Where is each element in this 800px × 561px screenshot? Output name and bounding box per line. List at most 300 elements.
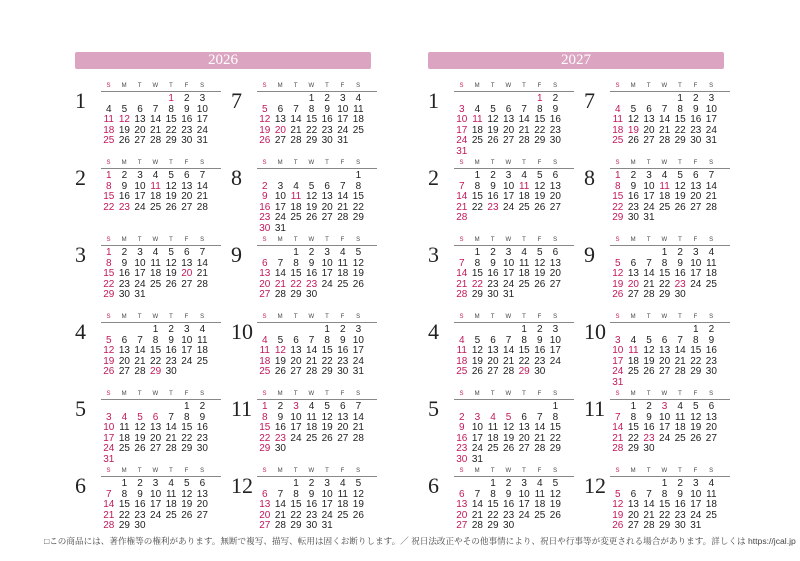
date: 14: [196, 180, 208, 192]
day-grid: [610, 466, 730, 532]
date: 20: [643, 124, 655, 136]
date: 22: [627, 432, 639, 444]
date: 14: [674, 345, 686, 357]
date: 20: [705, 422, 717, 434]
holiday-date: 13: [456, 499, 468, 511]
date: 1: [474, 247, 481, 258]
date: 1: [324, 324, 330, 335]
date: 5: [355, 247, 362, 258]
date: 11: [119, 422, 130, 434]
date: 9: [536, 334, 543, 346]
date: 26: [549, 509, 561, 521]
day-cells: [101, 248, 221, 301]
date: 28: [150, 135, 162, 147]
date: 5: [183, 478, 190, 489]
month-number: 7: [584, 88, 595, 113]
date: 27: [134, 135, 146, 147]
date: 19: [274, 355, 286, 367]
date: 1: [293, 478, 299, 489]
date: 16: [487, 268, 499, 280]
date: 15: [181, 422, 193, 434]
weekday-label: F: [184, 314, 189, 320]
date: 4: [708, 478, 715, 489]
date: 3: [137, 170, 143, 181]
weekday-label: T: [325, 468, 330, 474]
holiday-date: 29: [518, 366, 530, 378]
weekday-label: T: [522, 160, 527, 166]
date: 26: [627, 135, 639, 147]
date: 12: [503, 422, 515, 434]
date: 15: [306, 114, 318, 126]
weekday-label: S: [106, 468, 112, 474]
date: 13: [337, 411, 349, 423]
date: 23: [503, 509, 515, 521]
date: 14: [503, 345, 515, 357]
holiday-date: 17: [456, 124, 468, 136]
date: 8: [152, 334, 159, 346]
date: 2: [552, 93, 559, 104]
weekday-label: S: [553, 468, 558, 474]
empty-cell: [485, 402, 501, 413]
holiday-date: 15: [612, 191, 624, 203]
weekday-label: F: [693, 237, 698, 243]
date: 21: [352, 422, 364, 434]
date: 29: [659, 520, 671, 532]
month-block: [428, 389, 574, 465]
date: 21: [643, 278, 655, 290]
empty-cell: [273, 325, 289, 336]
empty-cell: [516, 402, 532, 413]
holiday-date: 7: [106, 488, 112, 500]
date: 27: [503, 135, 515, 147]
weekday-label: M: [277, 468, 284, 474]
holiday-date: 27: [259, 520, 271, 532]
date: 28: [274, 520, 286, 532]
date: 2: [708, 324, 715, 335]
holiday-date: 18: [612, 124, 624, 136]
weekday-label: S: [200, 314, 205, 320]
weekday-label: S: [262, 160, 268, 166]
date: 8: [183, 411, 190, 423]
holiday-date: 24: [612, 366, 624, 378]
weekday-header: [454, 158, 574, 169]
date: 7: [199, 170, 206, 181]
date: 15: [659, 499, 671, 511]
weekday-label: F: [340, 160, 345, 166]
holiday-date: 4: [121, 411, 128, 423]
date: 21: [705, 191, 717, 203]
date: 28: [196, 278, 208, 290]
day-cells: [610, 402, 730, 455]
month-number: 8: [584, 165, 595, 190]
empty-cell: [148, 402, 164, 413]
holiday-date: 11: [612, 114, 623, 126]
date: 15: [518, 345, 530, 357]
date: 2: [308, 247, 315, 258]
date: 12: [134, 422, 146, 434]
empty-cell: [641, 94, 657, 105]
date: 30: [674, 289, 686, 301]
date: 7: [137, 334, 143, 346]
date: 8: [474, 257, 481, 269]
holiday-date: 8: [615, 180, 621, 192]
date: 8: [168, 103, 174, 115]
date: 8: [677, 103, 683, 115]
holiday-date: 11: [259, 345, 270, 357]
date: 22: [352, 201, 364, 213]
date: 12: [352, 257, 364, 269]
weekday-label: T: [678, 314, 683, 320]
day-grid: [257, 235, 377, 301]
date: 1: [521, 324, 527, 335]
holiday-date: 30: [259, 222, 271, 234]
month-block: [428, 81, 574, 157]
month-number: 6: [75, 473, 86, 498]
date: 22: [674, 124, 686, 136]
date: 9: [308, 257, 315, 269]
date: 10: [321, 488, 333, 500]
holiday-date: 25: [456, 366, 468, 378]
date: 18: [705, 268, 717, 280]
date: 16: [643, 422, 655, 434]
holiday-date: 14: [456, 268, 468, 280]
date: 10: [134, 180, 146, 192]
date: 23: [134, 509, 146, 521]
weekday-label: S: [356, 468, 361, 474]
date: 14: [274, 268, 286, 280]
weekday-label: M: [277, 237, 284, 243]
date: 11: [197, 334, 208, 346]
empty-cell: [641, 325, 657, 336]
weekday-label: W: [308, 237, 315, 243]
empty-cell: [641, 479, 657, 490]
month-block: [231, 158, 377, 234]
month-number: 5: [75, 396, 86, 421]
date: 16: [321, 114, 333, 126]
empty-cell: [485, 325, 501, 336]
empty-cell: [257, 171, 273, 182]
weekday-label: F: [537, 391, 542, 397]
date: 6: [630, 257, 637, 269]
date: 23: [705, 355, 717, 367]
date: 7: [521, 103, 527, 115]
holiday-date: 29: [612, 212, 624, 224]
holiday-date: 22: [103, 201, 115, 213]
date: 4: [199, 324, 206, 335]
weekday-label: F: [693, 391, 698, 397]
date: 24: [150, 509, 162, 521]
day-grid: [454, 466, 574, 532]
weekday-label: T: [646, 160, 652, 166]
date: 19: [534, 268, 546, 280]
date: 11: [487, 422, 499, 434]
date: 17: [503, 191, 515, 203]
weekday-header: [610, 81, 730, 92]
date: 18: [518, 191, 530, 203]
date: 29: [118, 520, 130, 532]
date: 20: [181, 191, 193, 203]
month-number: 3: [75, 242, 86, 267]
holiday-date: 9: [262, 191, 268, 203]
weekday-label: S: [615, 83, 621, 89]
weekday-label: T: [169, 83, 174, 89]
date: 2: [505, 478, 512, 489]
date: 18: [471, 124, 483, 136]
date: 15: [690, 345, 702, 357]
weekday-header: [101, 466, 221, 477]
holiday-date: 5: [262, 103, 268, 115]
weekday-label: W: [308, 391, 315, 397]
holiday-date: 20: [259, 509, 271, 521]
empty-cell: [288, 94, 304, 105]
empty-cell: [454, 402, 470, 413]
day-cells: [257, 94, 377, 147]
date: 23: [118, 278, 130, 290]
date: 28: [534, 443, 546, 455]
empty-cell: [257, 479, 273, 490]
date: 16: [674, 268, 686, 280]
date: 24: [290, 432, 302, 444]
date: 19: [549, 499, 561, 511]
date: 26: [643, 366, 655, 378]
date: 29: [690, 366, 702, 378]
holiday-date: 31: [456, 145, 468, 157]
weekday-label: F: [537, 83, 542, 89]
month-block: [428, 158, 574, 234]
date: 24: [705, 124, 717, 136]
date: 3: [552, 324, 559, 335]
holiday-date: 9: [459, 422, 465, 434]
date: 17: [134, 268, 146, 280]
weekday-label: M: [121, 314, 128, 320]
date: 17: [643, 191, 655, 203]
weekday-label: T: [293, 83, 299, 89]
holiday-date: 19: [612, 278, 624, 290]
empty-cell: [163, 402, 179, 413]
date: 25: [118, 443, 130, 455]
weekday-header: [101, 81, 221, 92]
year-panel-2027: [428, 52, 724, 532]
weekday-label: S: [615, 237, 621, 243]
weekday-label: T: [646, 83, 652, 89]
holiday-date: 14: [103, 499, 115, 511]
date: 7: [677, 334, 683, 346]
date: 19: [352, 268, 364, 280]
weekday-label: S: [459, 468, 465, 474]
weekday-label: M: [277, 160, 284, 166]
weekday-label: S: [200, 160, 205, 166]
weekday-label: W: [152, 468, 159, 474]
date: 11: [534, 488, 545, 500]
date: 4: [536, 478, 543, 489]
date: 3: [324, 247, 330, 258]
date: 14: [643, 268, 655, 280]
date: 23: [196, 432, 208, 444]
empty-cell: [101, 325, 117, 336]
date: 13: [290, 345, 302, 357]
holiday-date: 21: [456, 201, 468, 213]
date: 23: [487, 278, 499, 290]
date: 23: [321, 124, 333, 136]
date: 11: [306, 411, 317, 423]
date: 22: [549, 432, 561, 444]
date: 28: [659, 135, 671, 147]
date: 15: [352, 191, 364, 203]
holiday-date: 22: [612, 201, 624, 213]
month-number: 7: [231, 88, 242, 113]
date: 21: [306, 355, 318, 367]
date: 26: [274, 366, 286, 378]
date: 28: [274, 289, 286, 301]
holiday-date: 22: [259, 432, 271, 444]
date: 13: [321, 191, 333, 203]
holiday-date: 25: [612, 135, 624, 147]
weekday-label: W: [152, 237, 159, 243]
date: 19: [321, 422, 333, 434]
weekday-label: M: [121, 468, 128, 474]
date: 9: [121, 180, 128, 192]
weekday-label: T: [137, 237, 143, 243]
weekday-label: T: [522, 468, 527, 474]
weekday-label: T: [137, 391, 143, 397]
date: 20: [487, 355, 499, 367]
date: 26: [181, 509, 193, 521]
holiday-date: 6: [459, 488, 465, 500]
month-number: 9: [231, 242, 242, 267]
date: 25: [471, 135, 483, 147]
weekday-label: F: [537, 160, 542, 166]
month-block: [231, 312, 377, 388]
date: 22: [690, 355, 702, 367]
day-grid: [257, 389, 377, 455]
holiday-date: 3: [615, 334, 621, 346]
date: 12: [549, 488, 561, 500]
date: 11: [337, 257, 348, 269]
date: 15: [534, 114, 546, 126]
weekday-label: T: [325, 391, 330, 397]
holiday-date: 5: [615, 488, 621, 500]
holiday-date: 1: [615, 170, 621, 181]
month-number: 2: [75, 165, 86, 190]
holiday-date: 17: [103, 432, 115, 444]
holiday-date: 1: [168, 93, 174, 104]
date: 29: [352, 212, 364, 224]
date: 9: [137, 488, 143, 500]
date: 5: [308, 180, 315, 192]
holiday-date: 7: [615, 411, 621, 423]
date: 9: [199, 411, 206, 423]
holiday-date: 19: [259, 124, 271, 136]
date: 8: [661, 488, 668, 500]
date: 14: [165, 422, 177, 434]
date: 22: [518, 355, 530, 367]
month-number: 12: [584, 473, 606, 498]
date: 10: [518, 488, 530, 500]
date: 1: [121, 478, 128, 489]
date: 2: [536, 324, 543, 335]
date: 30: [705, 366, 717, 378]
weekday-label: F: [537, 237, 542, 243]
date: 20: [150, 432, 162, 444]
date: 11: [706, 257, 717, 269]
empty-cell: [117, 402, 133, 413]
month-block: [584, 466, 730, 542]
empty-cell: [641, 248, 657, 259]
date: 4: [106, 103, 112, 115]
date: 18: [705, 499, 717, 511]
holiday-date: 3: [459, 103, 465, 115]
empty-cell: [273, 171, 289, 182]
date: 12: [471, 345, 483, 357]
weekday-header: [610, 312, 730, 323]
empty-cell: [454, 325, 470, 336]
weekday-label: T: [490, 237, 496, 243]
holiday-date: 24: [103, 443, 115, 455]
day-cells: [454, 325, 574, 378]
weekday-label: S: [262, 314, 268, 320]
holiday-date: 29: [150, 366, 162, 378]
date: 8: [536, 103, 543, 115]
date: 17: [659, 422, 671, 434]
date: 19: [306, 201, 318, 213]
weekday-label: S: [356, 160, 361, 166]
date: 2: [692, 93, 699, 104]
date: 25: [659, 201, 671, 213]
date: 3: [324, 478, 330, 489]
date: 9: [646, 411, 652, 423]
date: 13: [659, 345, 671, 357]
date: 27: [659, 366, 671, 378]
holiday-date: 24: [456, 135, 468, 147]
empty-cell: [470, 479, 486, 490]
date: 23: [306, 509, 318, 521]
date: 30: [306, 520, 318, 532]
weekday-label: F: [340, 391, 345, 397]
holiday-date: 12: [612, 499, 624, 511]
date: 27: [181, 278, 193, 290]
weekday-label: T: [646, 468, 652, 474]
date: 8: [552, 411, 559, 423]
date: 25: [705, 278, 717, 290]
month-number: 1: [428, 88, 439, 113]
date: 30: [627, 212, 639, 224]
date: 16: [627, 191, 639, 203]
weekday-label: W: [308, 314, 315, 320]
weekday-header: [101, 158, 221, 169]
date: 15: [674, 114, 686, 126]
empty-cell: [516, 94, 532, 105]
weekday-label: T: [325, 237, 330, 243]
date: 17: [549, 345, 561, 357]
date: 30: [690, 135, 702, 147]
date: 24: [321, 278, 333, 290]
date: 7: [168, 411, 174, 423]
date: 28: [165, 443, 177, 455]
date: 3: [137, 247, 143, 258]
date: 31: [274, 222, 286, 234]
holiday-date: 4: [459, 334, 465, 346]
date: 28: [643, 520, 655, 532]
date: 3: [277, 180, 284, 192]
holiday-date: 12: [274, 345, 286, 357]
weekday-label: S: [356, 391, 361, 397]
date: 26: [321, 432, 333, 444]
date: 27: [150, 443, 162, 455]
weekday-label: F: [693, 160, 698, 166]
holiday-date: 2: [459, 411, 465, 423]
weekday-label: S: [553, 237, 558, 243]
day-cells: [101, 402, 221, 466]
